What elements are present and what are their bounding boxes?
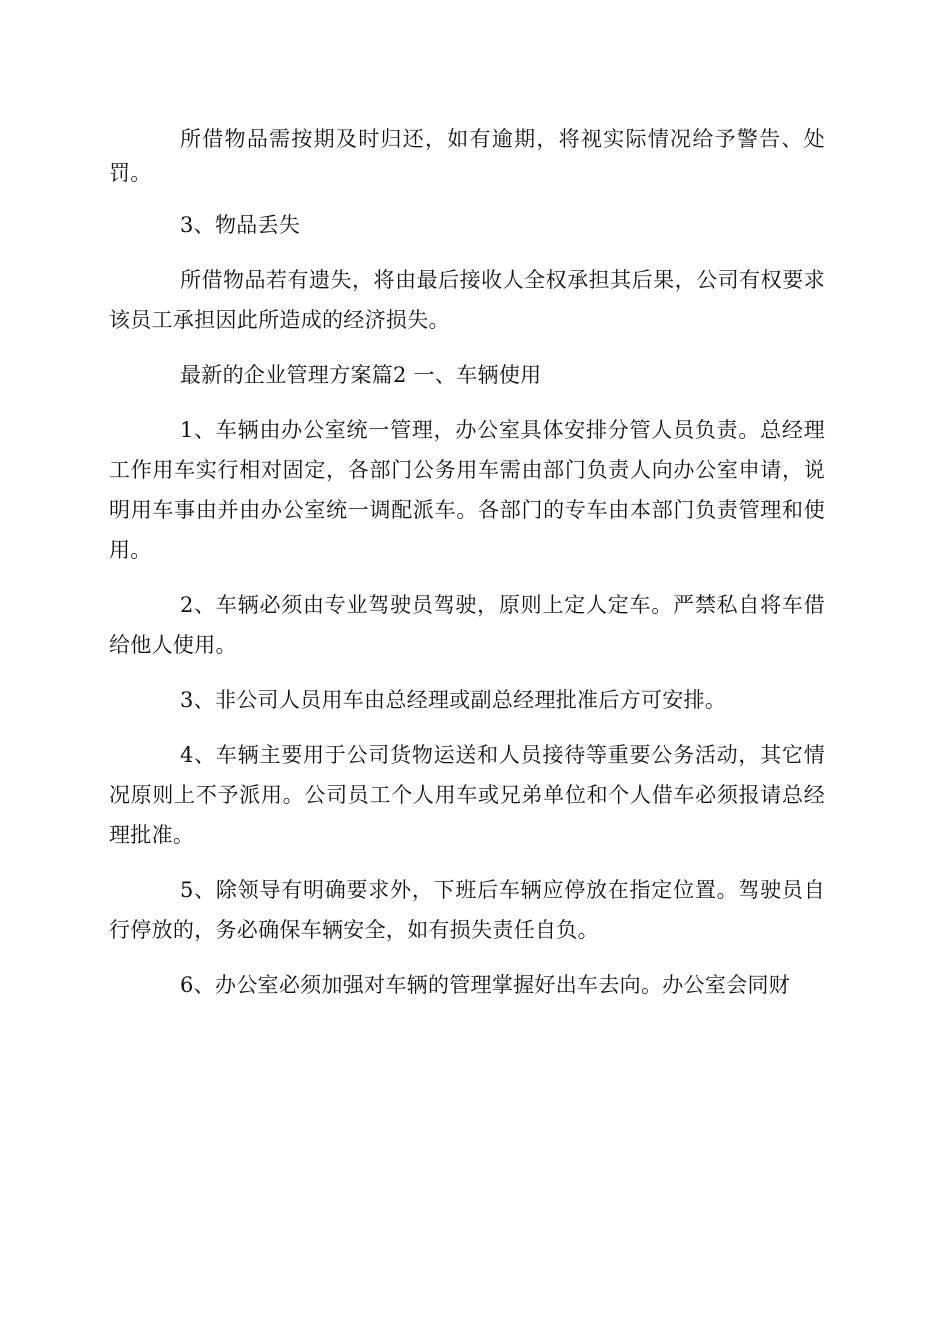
paragraph-vehicle-rule-2: 2、车辆必须由专业驾驶员驾驶，原则上定人定车。严禁私自将车借给他人使用。 [109, 593, 825, 657]
section-heading-vehicle-use: 最新的企业管理方案篇2 一、车辆使用 [180, 363, 542, 387]
paragraph-return-policy: 所借物品需按期及时归还，如有逾期，将视实际情况给予警告、处罚。 [109, 127, 825, 185]
document-body [109, 122, 825, 1005]
paragraph-vehicle-rule-5: 5、除领导有明确要求外，下班后车辆应停放在指定位置。驾驶员自行停放的，务必确保车辆安全，如有损失责任自负。 [109, 878, 825, 942]
paragraph-loss-liability: 所借物品若有遗失，将由最后接收人全权承担其后果，公司有权要求该员工承担因此所造成的经济损失。 [109, 268, 825, 332]
paragraph-vehicle-rule-1: 1、车辆由办公室统一管理，办公室具体安排分管人员负责。总经理工作用车实行相对固定，各部门公务用车需由部门负责人向办公室申请，说明用车事由并由办公室统一调配派车。各部门的专车由本部门负责管理和使用。 [109, 418, 825, 562]
paragraph-vehicle-rule-4: 4、车辆主要用于公司货物运送和人员接待等重要公务活动，其它情况原则上不予派用。公司员工个人用车或兄弟单位和个人借车必须报请总经理批准。 [109, 743, 825, 847]
paragraph-vehicle-rule-6: 6、办公室必须加强对车辆的管理掌握好出车去向。办公室会同财 [180, 973, 791, 997]
heading-item-loss: 3、物品丢失 [180, 213, 301, 237]
paragraph-vehicle-rule-3: 3、非公司人员用车由总经理或副总经理批准后方可安排。 [180, 688, 727, 712]
